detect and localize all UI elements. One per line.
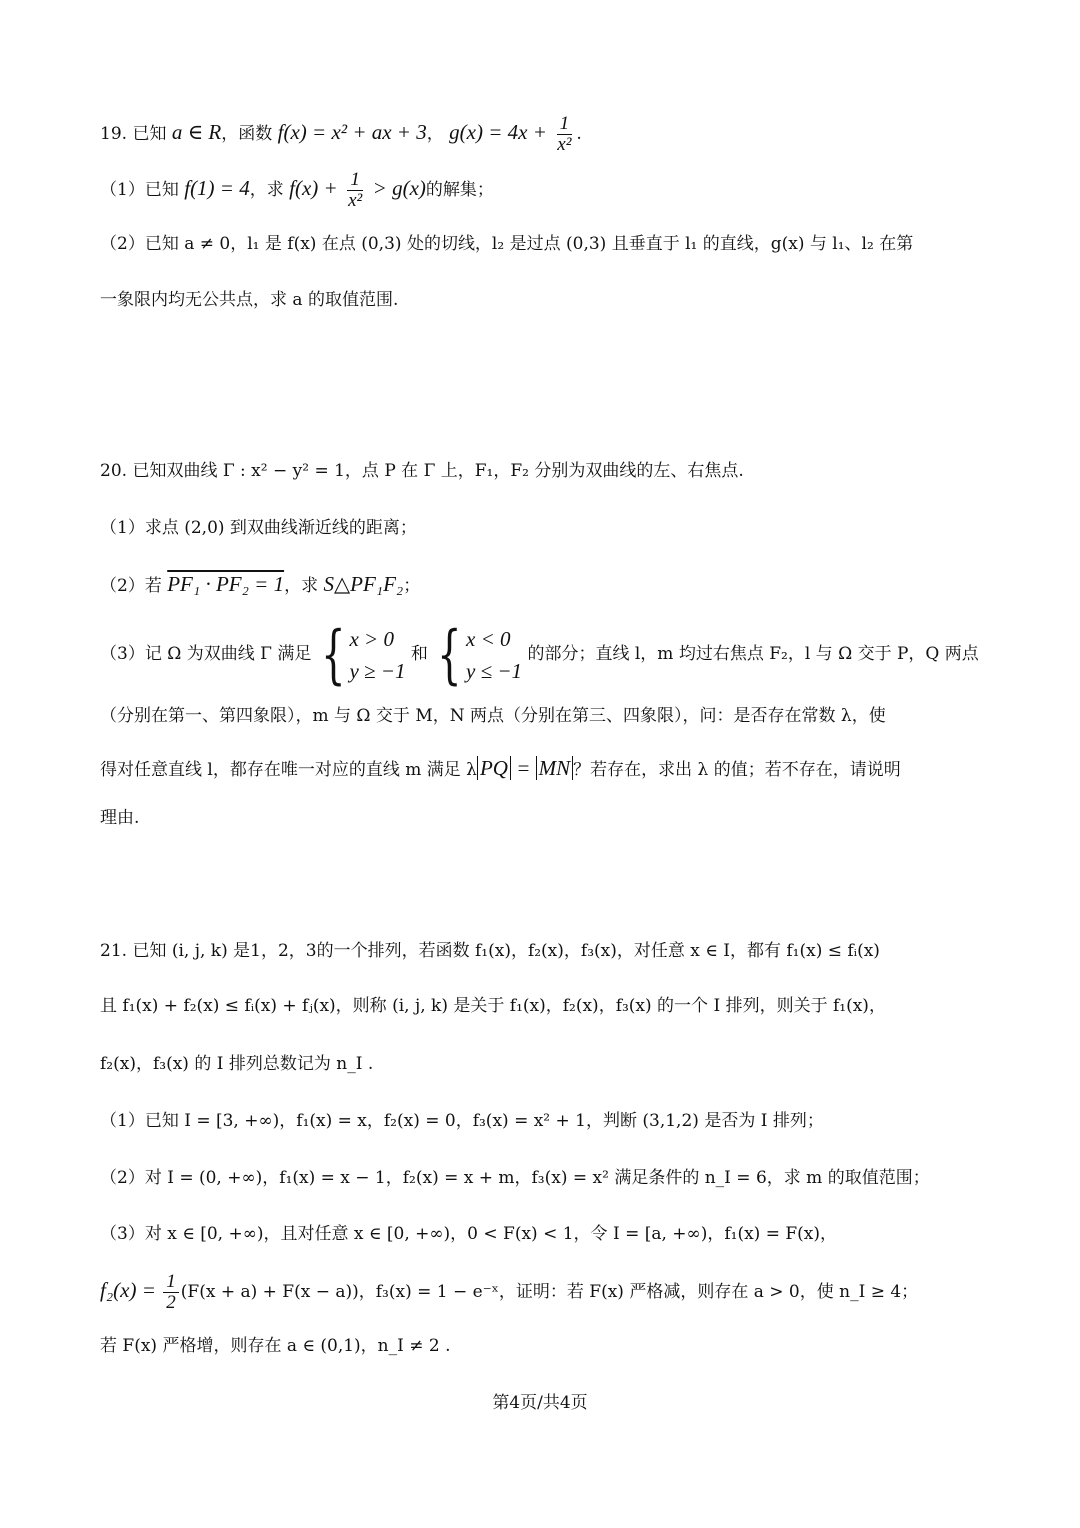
q20-stem: 20. 已知双曲线 Γ : x² − y² = 1，点 P 在 Γ 上，F₁，F₂ 分别为双曲线的左、右焦点. xyxy=(100,461,744,481)
triangle-area: S△PF₁F₂ xyxy=(323,572,404,596)
q21-line2: 且 f₁(x) + f₂(x) ≤ fᵢ(x) + fⱼ(x)，则称 (i, j, k) 是关于 f₁(x)，f₂(x)，f₃(x) 的一个 I 排列，则关于 f₁(x)， xyxy=(100,996,886,1016)
q19-part1: （1）已知 f(1) = 4，求 f(x) + $\frac{1}{\text{x²}}$ > g(x)的解集； xyxy=(100,169,494,211)
q21-part2: （2）对 I = (0, +∞)，f₁(x) = x − 1，f₂(x) = x + m，f₃(x) = x² 满足条件的 n_I = 6，求 m 的取值范围； xyxy=(100,1168,930,1188)
q19-stem: 19. 已知 a ∈ R，函数 f(x) = x² + ax + 3， g(x) = 4x + $\frac{1}{\text{x²}}$ . xyxy=(100,113,582,155)
vector-dot-product: PF₁ · PF₂ = 1 xyxy=(167,572,285,596)
q20-part3-line1: （3）记 Ω 为双曲线 Γ 满足 { x > 0 y ≥ −1 和 { x < 0 y ≤ −1 的部分；直线 l，m 均过右焦点 F₂，l 与 Ω 交于 P，Q 两点 xyxy=(100,617,979,692)
q21-part3-line1: （3）对 x ∈ [0, +∞)，且对任意 x ∈ [0, +∞)，0 < F(x) < 1，令 I = [a, +∞)，f₁(x) = F(x)， xyxy=(100,1224,837,1244)
q21-line1: 21. 已知 (i, j, k) 是1，2，3的一个排列，若函数 f₁(x)，f₂(x)，f₃(x)，对任意 x ∈ I，都有 f₁(x) ≤ fᵢ(x) xyxy=(100,941,880,961)
q19-part2-line2: 一象限内均无公共点，求 a 的取值范围. xyxy=(100,290,399,310)
system-1: { x > 0 y ≥ −1 xyxy=(320,617,406,692)
page-footer: 第4页/共4页 xyxy=(492,1393,588,1413)
q20-part3-line2: （分别在第一、第四象限），m 与 Ω 交于 M，N 两点（分别在第三、四象限），问：是否存在常数 λ，使 xyxy=(100,706,886,726)
q20-part3-line4: 理由. xyxy=(100,808,140,828)
q21-part3-line2: f₂(x) = $\frac{1}{2}$ (F(x + a) + F(x − a))，f₃(x) = 1 − e⁻ˣ，证明：若 F(x) 严格减，则存在 a > 0，使 n_I ≥ 4； xyxy=(100,1271,919,1313)
q21-line3: f₂(x)，f₃(x) 的 I 排列总数记为 n_I . xyxy=(100,1054,374,1074)
system-2: { x < 0 y ≤ −1 xyxy=(437,617,523,692)
g-fraction: $\frac{1}{\text{x²}}$ xyxy=(557,113,572,155)
q20-part3-line3: 得对任意直线 l，都存在唯一对应的直线 m 满足 λ PQ = MN ？若存在，求出 λ 的值；若不存在，请说明 xyxy=(100,756,901,780)
q20-part2: （2）若 PF₁ · PF₂ = 1，求 S△PF₁F₂； xyxy=(100,572,421,596)
q21-part1: （1）已知 I = [3, +∞)，f₁(x) = x，f₂(x) = 0，f₃(x) = x² + 1，判断 (3,1,2) 是否为 I 排列； xyxy=(100,1111,824,1131)
q20-part1: （1）求点 (2,0) 到双曲线渐近线的距离； xyxy=(100,518,417,538)
q19-part2-line1: （2）已知 a ≠ 0，l₁ 是 f(x) 在点 (0,3) 处的切线，l₂ 是过点 (0,3) 且垂直于 l₁ 的直线，g(x) 与 l₁、l₂ 在第 xyxy=(100,234,914,254)
p1-fraction: $\frac{1}{\text{x²}}$ xyxy=(348,169,363,211)
half-fraction: $\frac{1}{2}$ xyxy=(163,1272,179,1313)
q21-part3-line3: 若 F(x) 严格增，则存在 a ∈ (0,1)，n_I ≠ 2 . xyxy=(100,1336,451,1356)
